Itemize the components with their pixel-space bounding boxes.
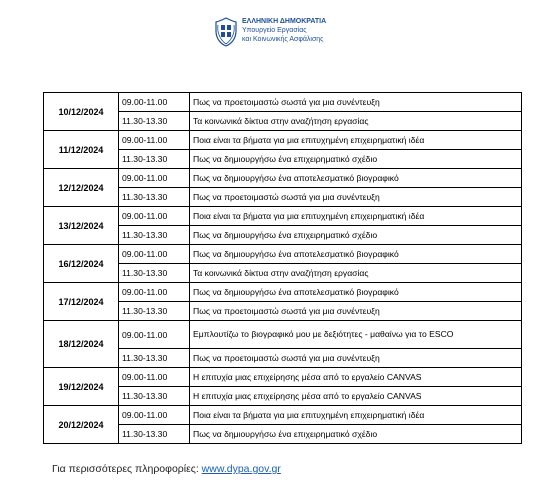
time-cell: 11.30-13.30 <box>119 349 190 368</box>
topic-cell: Τα κοινωνικά δίκτυα στην αναζήτηση εργασίας <box>190 264 522 283</box>
time-cell: 11.30-13.30 <box>119 425 190 444</box>
time-cell: 09.00-11.00 <box>119 406 190 425</box>
topic-cell: Ποια είναι τα βήματα για μια επιτυχημένη επιχειρηματική ιδέα <box>190 406 522 425</box>
time-cell: 11.30-13.30 <box>119 150 190 169</box>
date-cell: 11/12/2024 <box>44 131 119 169</box>
time-cell: 09.00-11.00 <box>119 93 190 112</box>
time-cell: 09.00-11.00 <box>119 169 190 188</box>
time-cell: 09.00-11.00 <box>119 207 190 226</box>
topic-cell: Πως να δημιουργήσω ένα αποτελεσματικό βιογραφικό <box>190 283 522 302</box>
date-cell: 10/12/2024 <box>44 93 119 131</box>
footer-info <box>52 463 281 475</box>
table-row <box>44 169 522 188</box>
dypa-website-link[interactable]: www.dypa.gov.gr <box>201 463 281 475</box>
table-row <box>44 321 522 349</box>
ministry-header <box>214 17 326 47</box>
date-cell: 13/12/2024 <box>44 207 119 245</box>
time-cell: 09.00-11.00 <box>119 321 190 349</box>
time-cell: 09.00-11.00 <box>119 245 190 264</box>
table-row <box>44 93 522 112</box>
schedule-table <box>43 92 522 444</box>
table-row <box>44 368 522 387</box>
date-cell: 17/12/2024 <box>44 283 119 321</box>
ministry-line-1: ΕΛΛΗΝΙΚΗ ΔΗΜΟΚΡΑΤΙΑ <box>242 18 327 25</box>
date-cell: 12/12/2024 <box>44 169 119 207</box>
ministry-line-3: και Κοινωνικής Ασφάλισης <box>242 36 324 43</box>
time-cell: 11.30-13.30 <box>119 226 190 245</box>
date-cell: 18/12/2024 <box>44 321 119 368</box>
topic-cell: Πως να δημιουργήσω ένα αποτελεσματικό βιογραφικό <box>190 245 522 264</box>
time-cell: 11.30-13.30 <box>119 387 190 406</box>
time-cell: 11.30-13.30 <box>119 302 190 321</box>
footer-info-text: Για περισσότερες πληροφορίες: <box>52 463 202 475</box>
time-cell: 09.00-11.00 <box>119 131 190 150</box>
topic-cell: Πως να προετοιμαστώ σωστά για μια συνέντευξη <box>190 349 522 368</box>
table-row <box>44 406 522 425</box>
date-cell: 16/12/2024 <box>44 245 119 283</box>
table-row <box>44 245 522 264</box>
greek-emblem-icon <box>214 17 238 47</box>
topic-cell: Η επιτυχία μιας επιχείρησης μέσα από το εργαλείο CANVAS <box>190 368 522 387</box>
topic-cell: Πως να δημιουργήσω ένα επιχειρηματικό σχέδιο <box>190 150 522 169</box>
ministry-name <box>242 17 326 44</box>
topic-cell: Πως να δημιουργήσω ένα επιχειρηματικό σχέδιο <box>190 425 522 444</box>
time-cell: 09.00-11.00 <box>119 283 190 302</box>
topic-cell: Πως να προετοιμαστώ σωστά για μια συνέντευξη <box>190 93 522 112</box>
table-row <box>44 283 522 302</box>
topic-cell: Η επιτυχία μιας επιχείρησης μέσα από το εργαλείο CANVAS <box>190 387 522 406</box>
topic-cell: Ποια είναι τα βήματα για μια επιτυχημένη επιχειρηματική ιδέα <box>190 207 522 226</box>
time-cell: 11.30-13.30 <box>119 264 190 283</box>
table-row <box>44 207 522 226</box>
topic-cell: Τα κοινωνικά δίκτυα στην αναζήτηση εργασίας <box>190 112 522 131</box>
date-cell: 19/12/2024 <box>44 368 119 406</box>
topic-cell: Εμπλουτίζω το βιογραφικό μου με δεξιότητες - μαθαίνω για το ESCO <box>190 321 522 349</box>
ministry-line-2: Υπουργείο Εργασίας <box>242 27 307 34</box>
topic-cell: Ποια είναι τα βήματα για μια επιτυχημένη επιχειρηματική ιδέα <box>190 131 522 150</box>
topic-cell: Πως να δημιουργήσω ένα αποτελεσματικό βιογραφικό <box>190 169 522 188</box>
time-cell: 11.30-13.30 <box>119 112 190 131</box>
date-cell: 20/12/2024 <box>44 406 119 444</box>
topic-cell: Πως να προετοιμαστώ σωστά για μια συνέντευξη <box>190 302 522 321</box>
topic-cell: Πως να δημιουργήσω ένα επιχειρηματικό σχέδιο <box>190 226 522 245</box>
table-row <box>44 131 522 150</box>
topic-cell: Πως να προετοιμαστώ σωστά για μια συνέντευξη <box>190 188 522 207</box>
time-cell: 11.30-13.30 <box>119 188 190 207</box>
time-cell: 09.00-11.00 <box>119 368 190 387</box>
